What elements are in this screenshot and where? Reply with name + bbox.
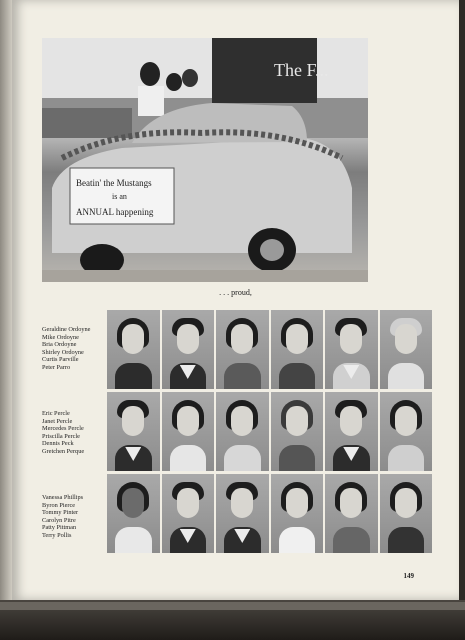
student-name: Mike Ordoyne <box>42 333 79 341</box>
homecoming-float-photo <box>42 38 368 282</box>
portrait-row-3 <box>107 474 432 553</box>
student-name: Eric Percle <box>42 410 70 417</box>
sign-line-1: Beatin' the Mustangs <box>76 178 152 188</box>
book-bottom-edge <box>0 600 465 640</box>
name-list-row-3 <box>42 494 114 540</box>
portrait-row-2 <box>107 392 432 471</box>
student-name: Curtis Parville <box>42 356 79 364</box>
student-portrait <box>107 474 160 553</box>
student-name: Dennis Peck <box>42 440 74 448</box>
student-name: Patty Pittman <box>42 524 77 532</box>
student-name: Geraldine Ordoyne <box>42 326 91 333</box>
student-portrait <box>107 392 160 471</box>
student-portrait <box>380 310 433 389</box>
float-photo-drawing <box>42 38 368 282</box>
student-name: Janet Percle <box>42 417 73 425</box>
sign-line-2: is an <box>112 192 127 201</box>
student-portrait <box>107 310 160 389</box>
student-name: Gretchen Perque <box>42 447 85 455</box>
student-portrait <box>325 310 378 389</box>
student-portrait <box>216 474 269 553</box>
student-portrait <box>162 392 215 471</box>
student-portrait <box>271 310 324 389</box>
page-number: 149 <box>403 572 414 580</box>
name-list-row-1 <box>42 326 114 372</box>
student-name: Carolyn Pitre <box>42 516 76 524</box>
student-name: Terry Pollis <box>42 531 72 539</box>
student-portrait <box>380 474 433 553</box>
student-portrait <box>380 392 433 471</box>
student-portrait <box>162 474 215 553</box>
student-portrait <box>325 474 378 553</box>
yearbook-page <box>12 0 459 600</box>
photo-caption: . . . proud, <box>219 288 252 297</box>
student-name: Mercedes Percle <box>42 425 84 433</box>
student-name: Shirley Ordoyne <box>42 348 84 356</box>
student-name: Priscilla Percle <box>42 432 80 440</box>
portrait-row-1 <box>107 310 432 389</box>
banner-text: The F... <box>274 60 329 80</box>
student-portrait <box>325 392 378 471</box>
student-name: Peter Parro <box>42 363 71 371</box>
student-name: Bria Ordoyne <box>42 341 77 349</box>
name-list-row-2 <box>42 410 114 456</box>
student-portrait <box>162 310 215 389</box>
student-portrait <box>216 310 269 389</box>
student-portrait <box>216 392 269 471</box>
student-portrait <box>271 474 324 553</box>
student-name: Tommy Pinter <box>42 509 79 517</box>
student-name: Vanessa Phillips <box>42 494 84 501</box>
student-portrait <box>271 392 324 471</box>
sign-line-3: ANNUAL happening <box>76 207 154 217</box>
student-name: Byron Pierce <box>42 501 76 509</box>
